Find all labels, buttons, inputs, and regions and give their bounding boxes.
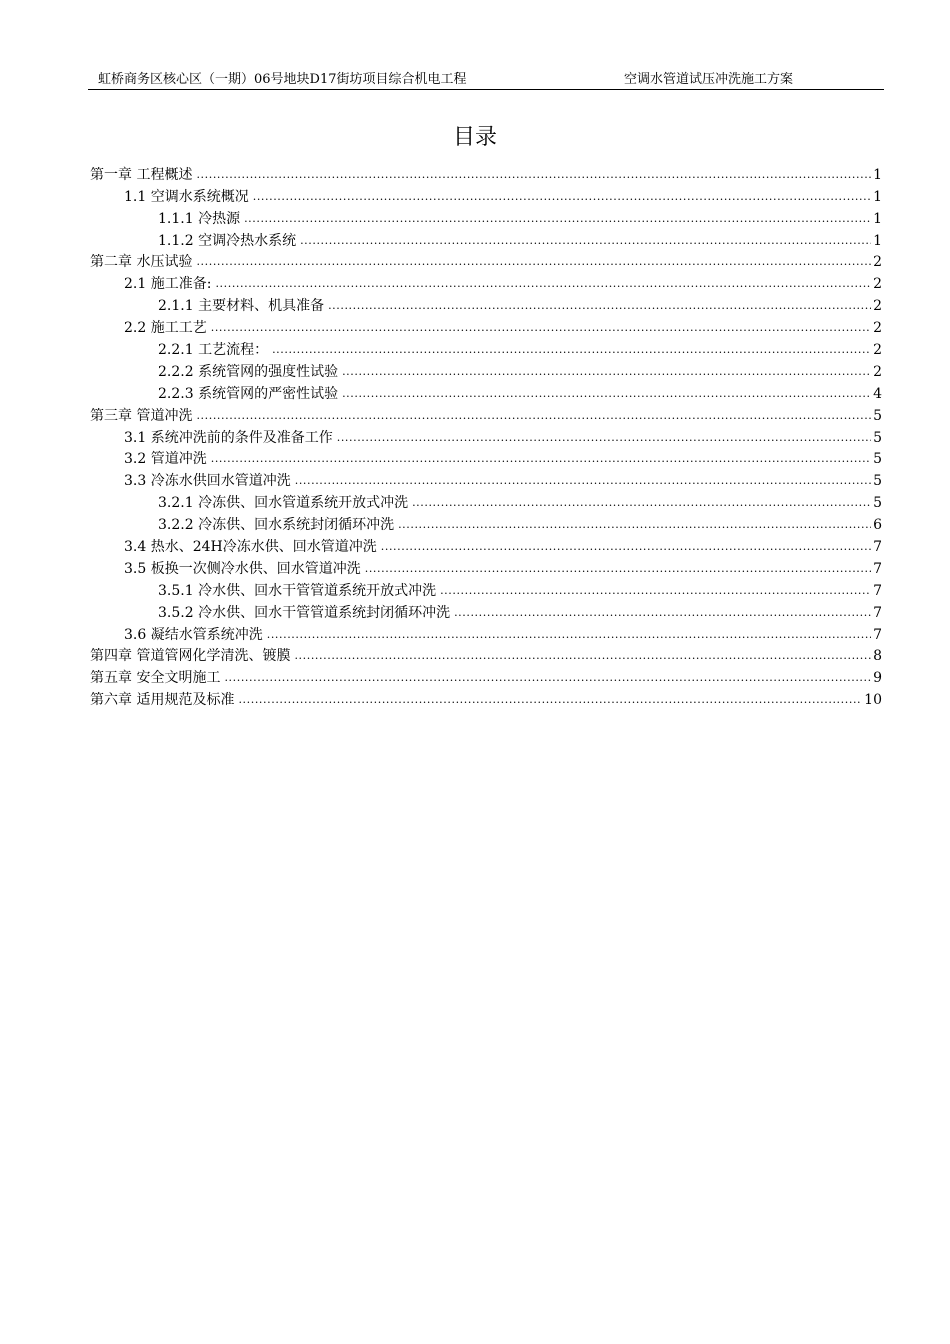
toc-entry-page-number: 5 [873, 495, 882, 512]
toc-entry-label: 3.6 凝结水管系统冲洗 [124, 626, 263, 643]
toc-dot-leader [365, 559, 871, 579]
toc-dot-leader [440, 581, 871, 601]
toc-dot-leader [196, 165, 871, 185]
toc-entry-page-number: 2 [873, 363, 882, 380]
table-of-contents [90, 163, 882, 710]
toc-entry-label: 2.2.3 系统管网的严密性试验 [158, 385, 339, 402]
toc-entry-page-number: 7 [873, 560, 882, 577]
toc-entry-page-number: 7 [873, 539, 882, 556]
toc-dot-leader [267, 625, 871, 645]
toc-dot-leader [295, 471, 871, 491]
toc-entry-label: 3.4 热水、24H冷冻水供、回水管道冲洗 [124, 539, 377, 556]
toc-entry[interactable] [90, 360, 882, 382]
toc-entry-label: 1.1.2 空调冷热水系统 [158, 232, 297, 249]
toc-entry-label: 3.3 冷冻水供回水管道冲洗 [124, 473, 291, 490]
toc-dot-leader [224, 668, 871, 688]
toc-entry-label: 第六章 适用规范及标准 [90, 692, 235, 709]
header-document-title: 空调水管道试压冲洗施工方案 [624, 72, 794, 87]
toc-entry[interactable] [90, 316, 882, 338]
toc-entry[interactable] [90, 338, 882, 360]
toc-entry-page-number: 2 [873, 254, 882, 271]
toc-entry-page-number: 4 [873, 385, 882, 402]
toc-dot-leader [294, 646, 871, 666]
toc-entry-page-number: 9 [873, 670, 882, 687]
toc-entry-page-number: 5 [873, 451, 882, 468]
toc-entry[interactable] [90, 272, 882, 294]
toc-entry-label: 2.1.1 主要材料、机具准备 [158, 298, 325, 315]
toc-entry-page-number: 10 [864, 692, 882, 709]
toc-dot-leader [412, 493, 871, 513]
toc-dot-leader [337, 428, 871, 448]
toc-entry[interactable] [90, 666, 882, 688]
toc-dot-leader [211, 318, 871, 338]
toc-entry[interactable] [90, 469, 882, 491]
toc-entry-page-number: 7 [873, 626, 882, 643]
toc-dot-leader [253, 187, 871, 207]
toc-entry-label: 3.2.2 冷冻供、回水系统封闭循环冲洗 [158, 517, 395, 534]
toc-entry[interactable] [90, 294, 882, 316]
toc-entry-label: 1.1.1 冷热源 [158, 210, 241, 227]
toc-dot-leader [196, 252, 871, 272]
toc-entry[interactable] [90, 185, 882, 207]
toc-dot-leader [398, 515, 871, 535]
toc-entry-page-number: 5 [873, 473, 882, 490]
header-project-name: 虹桥商务区核心区（一期）06号地块D17街坊项目综合机电工程 [98, 72, 467, 87]
toc-entry-page-number: 1 [873, 232, 882, 249]
toc-entry-page-number: 1 [873, 210, 882, 227]
toc-entry-label: 第一章 工程概述 [90, 166, 193, 183]
toc-dot-leader [300, 231, 871, 251]
toc-entry-page-number: 2 [873, 298, 882, 315]
toc-dot-leader [211, 449, 871, 469]
toc-entry-page-number: 1 [873, 188, 882, 205]
toc-entry-label: 第三章 管道冲洗 [90, 407, 193, 424]
toc-entry[interactable] [90, 688, 882, 710]
toc-dot-leader [342, 362, 871, 382]
toc-entry[interactable] [90, 601, 882, 623]
toc-entry[interactable] [90, 557, 882, 579]
toc-dot-leader [454, 603, 871, 623]
toc-entry-page-number: 5 [873, 407, 882, 424]
toc-entry-label: 2.1 施工准备: [124, 276, 212, 293]
toc-entry-label: 3.5.1 冷水供、回水干管管道系统开放式冲洗 [158, 582, 437, 599]
toc-entry-label: 1.1 空调水系统概况 [124, 188, 249, 205]
toc-entry-label: 3.1 系统冲洗前的条件及准备工作 [124, 429, 333, 446]
toc-entry-label: 3.5 板换一次侧冷水供、回水管道冲洗 [124, 560, 361, 577]
toc-entry-page-number: 7 [873, 604, 882, 621]
toc-entry-label: 第二章 水压试验 [90, 254, 193, 271]
toc-dot-leader [196, 406, 871, 426]
toc-entry-page-number: 2 [873, 320, 882, 337]
toc-entry[interactable] [90, 448, 882, 470]
toc-entry[interactable] [90, 623, 882, 645]
page-header [88, 70, 884, 90]
toc-entry-label: 2.2.1 工艺流程： [158, 342, 269, 359]
toc-entry[interactable] [90, 382, 882, 404]
toc-entry-label: 第五章 安全文明施工 [90, 670, 221, 687]
toc-entry[interactable] [90, 535, 882, 557]
toc-entry-label: 2.2 施工工艺 [124, 320, 207, 337]
toc-entry-label: 第四章 管道管网化学清洗、镀膜 [90, 648, 291, 665]
toc-entry-page-number: 1 [873, 166, 882, 183]
toc-title: 目录 [452, 125, 497, 150]
toc-entry[interactable] [90, 207, 882, 229]
toc-entry[interactable] [90, 251, 882, 273]
toc-entry-page-number: 2 [873, 276, 882, 293]
toc-dot-leader [381, 537, 871, 557]
toc-dot-leader [328, 296, 871, 316]
toc-entry-page-number: 8 [873, 648, 882, 665]
toc-entry[interactable] [90, 229, 882, 251]
toc-entry-label: 3.2.1 冷冻供、回水管道系统开放式冲洗 [158, 495, 409, 512]
toc-entry[interactable] [90, 491, 882, 513]
toc-entry-page-number: 2 [873, 342, 882, 359]
toc-entry-label: 3.2 管道冲洗 [124, 451, 207, 468]
toc-dot-leader [238, 690, 862, 710]
toc-dot-leader [215, 274, 871, 294]
toc-entry[interactable] [90, 513, 882, 535]
toc-entry[interactable] [90, 579, 882, 601]
toc-entry-label: 2.2.2 系统管网的强度性试验 [158, 363, 339, 380]
toc-dot-leader [244, 209, 871, 229]
toc-dot-leader [272, 340, 871, 360]
toc-entry[interactable] [90, 645, 882, 667]
toc-entry[interactable] [90, 426, 882, 448]
toc-dot-leader [342, 384, 871, 404]
toc-entry-page-number: 6 [873, 517, 882, 534]
toc-entry[interactable] [90, 163, 882, 185]
toc-entry-label: 3.5.2 冷水供、回水干管管道系统封闭循环冲洗 [158, 604, 451, 621]
toc-entry[interactable] [90, 404, 882, 426]
toc-entry-page-number: 7 [873, 582, 882, 599]
toc-entry-page-number: 5 [873, 429, 882, 446]
